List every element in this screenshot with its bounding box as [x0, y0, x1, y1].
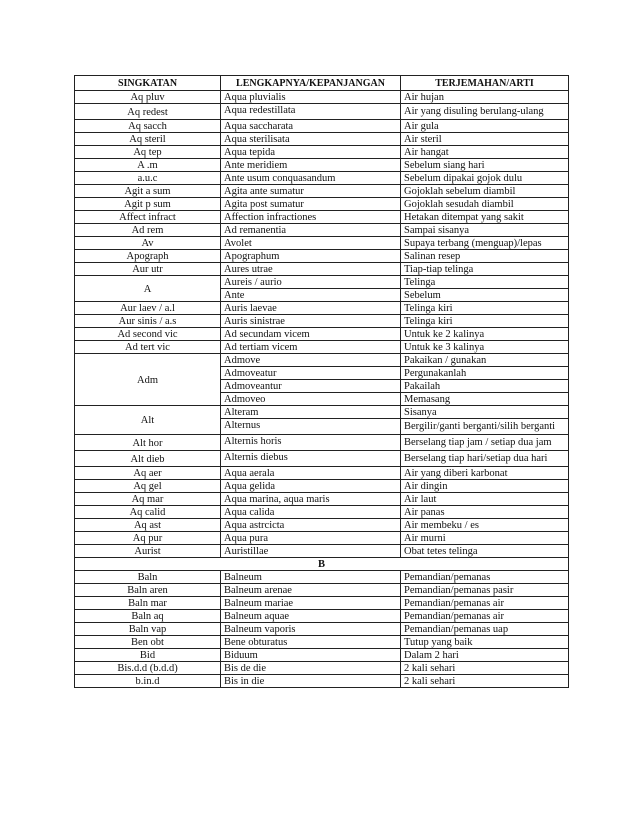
abbreviation-cell: Alt dieb: [75, 451, 221, 467]
meaning-cell: Sebelum dipakai gojok dulu: [401, 172, 569, 185]
full-form-cell: Admove: [221, 354, 401, 367]
table-body-a: [75, 91, 569, 558]
meaning-cell: Bergilir/ganti berganti/silih berganti: [401, 419, 569, 435]
full-form-cell: Aqua tepida: [221, 146, 401, 159]
abbreviation-cell: Aq redest: [75, 104, 221, 120]
meaning-cell: Air gula: [401, 120, 569, 133]
full-form-cell: Aureis / aurio: [221, 276, 401, 289]
full-form-cell: Ante meridiem: [221, 159, 401, 172]
meaning-cell: Telinga kiri: [401, 302, 569, 315]
table-row: [75, 250, 569, 263]
abbreviation-cell: Aq pluv: [75, 91, 221, 104]
full-form-cell: Balneum aquae: [221, 610, 401, 623]
table-row: [75, 519, 569, 532]
meaning-cell: Air dingin: [401, 480, 569, 493]
meaning-cell: Salinan resep: [401, 250, 569, 263]
abbreviation-cell: Agit p sum: [75, 198, 221, 211]
abbreviation-cell: Apograph: [75, 250, 221, 263]
meaning-cell: Pergunakanlah: [401, 367, 569, 380]
abbreviation-cell: Bid: [75, 649, 221, 662]
abbreviation-cell: a.u.c: [75, 172, 221, 185]
full-form-cell: Agita ante sumatur: [221, 185, 401, 198]
table-row: [75, 91, 569, 104]
full-form-cell: Aqua sterilisata: [221, 133, 401, 146]
abbreviation-cell: Aur laev / a.l: [75, 302, 221, 315]
full-form-cell: Balneum vaporis: [221, 623, 401, 636]
abbreviation-cell: Alt hor: [75, 435, 221, 451]
meaning-cell: 2 kali sehari: [401, 675, 569, 688]
abbreviation-cell: Ben obt: [75, 636, 221, 649]
table-row: [75, 276, 569, 289]
full-form-cell: Balneum mariae: [221, 597, 401, 610]
abbreviation-cell: Baln: [75, 571, 221, 584]
table-row: [75, 302, 569, 315]
full-form-cell: Admoveatur: [221, 367, 401, 380]
meaning-cell: Berselang tiap hari/setiap dua hari: [401, 451, 569, 467]
full-form-cell: Balneum arenae: [221, 584, 401, 597]
table-row: [75, 467, 569, 480]
table-row: [75, 545, 569, 558]
meaning-cell: Pemandian/pemanas air: [401, 597, 569, 610]
table-row: [75, 571, 569, 584]
meaning-cell: Obat tetes telinga: [401, 545, 569, 558]
meaning-cell: Air laut: [401, 493, 569, 506]
table-row: [75, 662, 569, 675]
abbreviation-cell: Baln mar: [75, 597, 221, 610]
full-form-cell: Aqua gelida: [221, 480, 401, 493]
meaning-cell: Gojoklah sebelum diambil: [401, 185, 569, 198]
table-row: [75, 451, 569, 467]
abbreviation-cell: Aq pur: [75, 532, 221, 545]
full-form-cell: Apographum: [221, 250, 401, 263]
section-row: [75, 558, 569, 571]
meaning-cell: Air membeku / es: [401, 519, 569, 532]
table-row: [75, 120, 569, 133]
table-header-row: [75, 76, 569, 91]
table-row: [75, 315, 569, 328]
table-row: [75, 341, 569, 354]
meaning-cell: 2 kali sehari: [401, 662, 569, 675]
full-form-cell: Auristillae: [221, 545, 401, 558]
table-row: [75, 675, 569, 688]
full-form-cell: Ad tertiam vicem: [221, 341, 401, 354]
full-form-cell: Affection infractiones: [221, 211, 401, 224]
full-form-cell: Aures utrae: [221, 263, 401, 276]
abbreviation-cell: Baln aren: [75, 584, 221, 597]
full-form-cell: Avolet: [221, 237, 401, 250]
meaning-cell: Pakaikan / gunakan: [401, 354, 569, 367]
table-row: [75, 354, 569, 367]
meaning-cell: Pemandian/pemanas pasir: [401, 584, 569, 597]
full-form-cell: Alteram: [221, 406, 401, 419]
meaning-cell: Telinga kiri: [401, 315, 569, 328]
abbreviation-cell: Aq mar: [75, 493, 221, 506]
full-form-cell: Bis in die: [221, 675, 401, 688]
section-b-header: [75, 558, 569, 571]
meaning-cell: Pemandian/pemanas air: [401, 610, 569, 623]
table-row: [75, 185, 569, 198]
full-form-cell: Ante usum conquasandum: [221, 172, 401, 185]
header-meaning: TERJEMAHAN/ARTI: [401, 76, 569, 91]
table-row: [75, 172, 569, 185]
meaning-cell: Supaya terbang (menguap)/lepas: [401, 237, 569, 250]
table-body-b: [75, 571, 569, 688]
abbreviation-cell: Aq ast: [75, 519, 221, 532]
abbreviation-cell: Aq sacch: [75, 120, 221, 133]
full-form-cell: Balneum: [221, 571, 401, 584]
abbreviation-cell: Aur utr: [75, 263, 221, 276]
table-row: [75, 649, 569, 662]
abbreviation-table: [74, 75, 569, 688]
full-form-cell: Aqua redestillata: [221, 104, 401, 120]
abbreviation-cell: Aq aer: [75, 467, 221, 480]
abbreviation-cell: Ad rem: [75, 224, 221, 237]
full-form-cell: Admoveo: [221, 393, 401, 406]
table-row: [75, 104, 569, 120]
meaning-cell: Dalam 2 hari: [401, 649, 569, 662]
table-row: [75, 435, 569, 451]
meaning-cell: Sampai sisanya: [401, 224, 569, 237]
abbreviation-cell: Bis.d.d (b.d.d): [75, 662, 221, 675]
abbreviation-cell: Alt: [75, 406, 221, 435]
table-row: [75, 406, 569, 419]
full-form-cell: Alternis horis: [221, 435, 401, 451]
meaning-cell: Memasang: [401, 393, 569, 406]
abbreviation-cell: Affect infract: [75, 211, 221, 224]
full-form-cell: Ante: [221, 289, 401, 302]
table-row: [75, 198, 569, 211]
abbreviation-cell: Av: [75, 237, 221, 250]
table-row: [75, 224, 569, 237]
abbreviation-cell: Adm: [75, 354, 221, 406]
full-form-cell: Alternis diebus: [221, 451, 401, 467]
abbreviation-cell: Agit a sum: [75, 185, 221, 198]
abbreviation-cell: Aur sinis / a.s: [75, 315, 221, 328]
meaning-cell: Berselang tiap jam / setiap dua jam: [401, 435, 569, 451]
meaning-cell: Pemandian/pemanas: [401, 571, 569, 584]
full-form-cell: Bis de die: [221, 662, 401, 675]
abbreviation-cell: Baln aq: [75, 610, 221, 623]
full-form-cell: Aqua astrcicta: [221, 519, 401, 532]
abbreviation-cell: Ad tert vic: [75, 341, 221, 354]
full-form-cell: Bene obturatus: [221, 636, 401, 649]
full-form-cell: Alternus: [221, 419, 401, 435]
abbreviation-cell: Ad second vic: [75, 328, 221, 341]
table-row: [75, 597, 569, 610]
full-form-cell: Aqua saccharata: [221, 120, 401, 133]
abbreviation-cell: A .m: [75, 159, 221, 172]
table-row: [75, 237, 569, 250]
section-b-label: B: [75, 558, 569, 571]
abbreviation-cell: Aurist: [75, 545, 221, 558]
full-form-cell: Aqua marina, aqua maris: [221, 493, 401, 506]
full-form-cell: Aqua calida: [221, 506, 401, 519]
full-form-cell: Admoveantur: [221, 380, 401, 393]
abbreviation-cell: Aq steril: [75, 133, 221, 146]
meaning-cell: Gojoklah sesudah diambil: [401, 198, 569, 211]
table-row: [75, 211, 569, 224]
meaning-cell: Sebelum: [401, 289, 569, 302]
meaning-cell: Air panas: [401, 506, 569, 519]
abbreviation-cell: A: [75, 276, 221, 302]
abbreviation-cell: Aq tep: [75, 146, 221, 159]
meaning-cell: Untuk ke 2 kalinya: [401, 328, 569, 341]
table-row: [75, 263, 569, 276]
meaning-cell: Sebelum siang hari: [401, 159, 569, 172]
meaning-cell: Tutup yang baik: [401, 636, 569, 649]
abbreviation-cell: Aq calid: [75, 506, 221, 519]
full-form-cell: Aqua pluvialis: [221, 91, 401, 104]
abbreviation-cell: Aq gel: [75, 480, 221, 493]
table-row: [75, 146, 569, 159]
meaning-cell: Pakailah: [401, 380, 569, 393]
full-form-cell: Auris laevae: [221, 302, 401, 315]
table-row: [75, 623, 569, 636]
table-row: [75, 480, 569, 493]
meaning-cell: Air hujan: [401, 91, 569, 104]
full-form-cell: Ad secundam vicem: [221, 328, 401, 341]
table-row: [75, 584, 569, 597]
table-row: [75, 610, 569, 623]
meaning-cell: Air yang disuling berulang-ulang: [401, 104, 569, 120]
meaning-cell: Tiap-tiap telinga: [401, 263, 569, 276]
meaning-cell: Air steril: [401, 133, 569, 146]
meaning-cell: Hetakan ditempat yang sakit: [401, 211, 569, 224]
table-row: [75, 506, 569, 519]
table-row: [75, 636, 569, 649]
table-row: [75, 493, 569, 506]
full-form-cell: Aqua pura: [221, 532, 401, 545]
meaning-cell: Air yang diberi karbonat: [401, 467, 569, 480]
meaning-cell: Sisanya: [401, 406, 569, 419]
table-row: [75, 328, 569, 341]
meaning-cell: Telinga: [401, 276, 569, 289]
abbreviation-cell: Baln vap: [75, 623, 221, 636]
header-full-form: LENGKAPNYA/KEPANJANGAN: [221, 76, 401, 91]
full-form-cell: Biduum: [221, 649, 401, 662]
full-form-cell: Aqua aerala: [221, 467, 401, 480]
meaning-cell: Air murni: [401, 532, 569, 545]
table-row: [75, 159, 569, 172]
header-abbreviation: SINGKATAN: [75, 76, 221, 91]
meaning-cell: Pemandian/pemanas uap: [401, 623, 569, 636]
meaning-cell: Air hangat: [401, 146, 569, 159]
table-row: [75, 133, 569, 146]
meaning-cell: Untuk ke 3 kalinya: [401, 341, 569, 354]
full-form-cell: Ad remanentia: [221, 224, 401, 237]
abbreviation-cell: b.in.d: [75, 675, 221, 688]
full-form-cell: Agita post sumatur: [221, 198, 401, 211]
table-row: [75, 532, 569, 545]
full-form-cell: Auris sinistrae: [221, 315, 401, 328]
